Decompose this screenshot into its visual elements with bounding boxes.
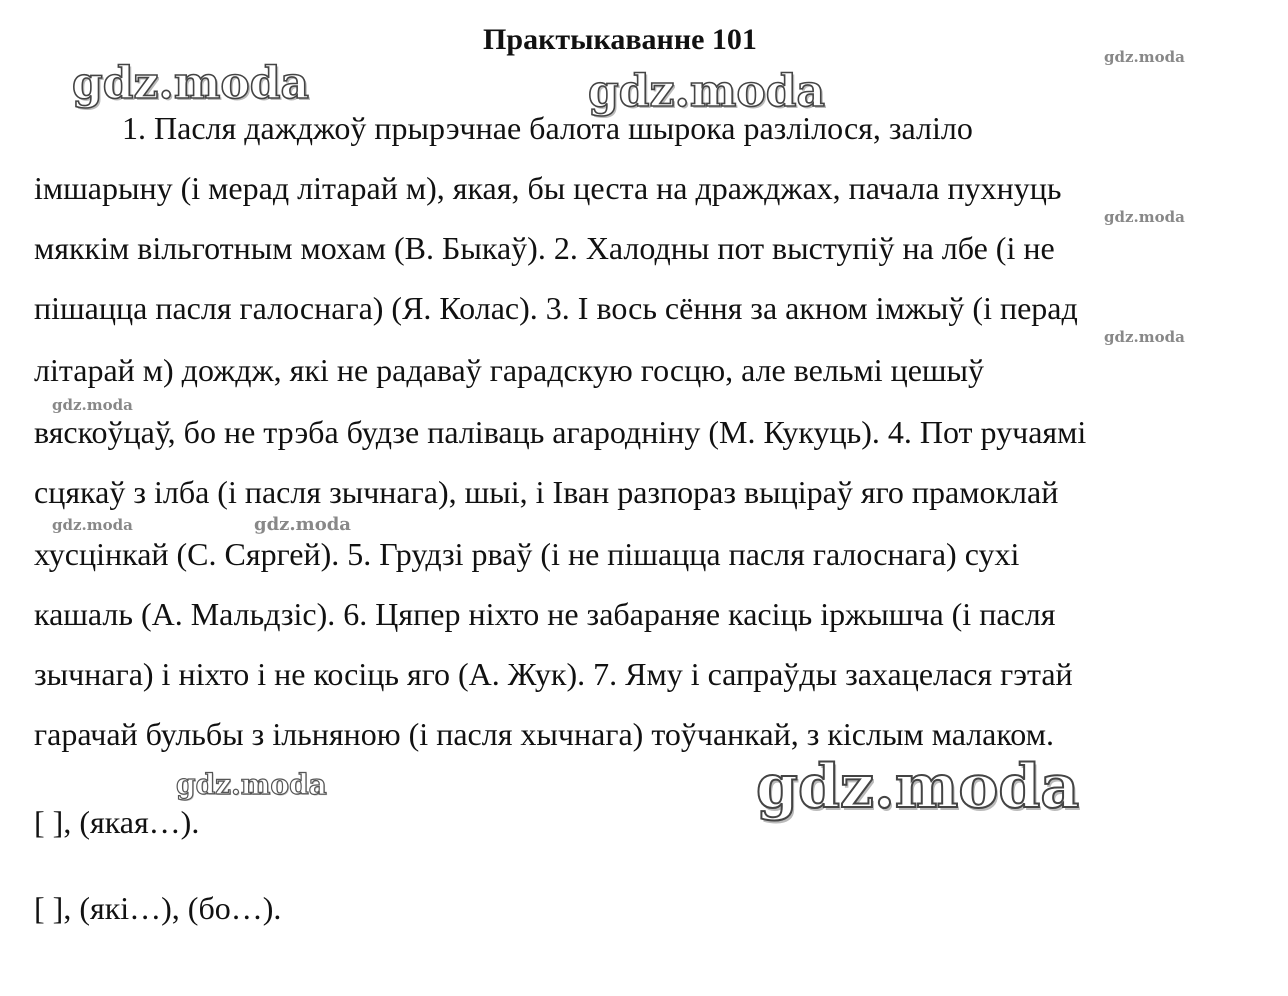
watermark: gdz.moda — [756, 752, 1080, 822]
text-line: кашаль (А. Мальдзіс). 6. Цяпер ніхто не забараняе касіць іржышча (і пасля — [34, 596, 1056, 632]
text-line: зычнага) і ніхто і не косіць яго (А. Жук). 7. Яму і сапраўды захацелася гэтай — [34, 656, 1073, 692]
text-line: літарай м) дождж, які не радаваў гарадскую госцю, але вельмі цешыў — [34, 352, 985, 388]
text-line: сцякаў з ілба (і пасля зычнага), шыі, і Іван разпораз выціраў яго прамоклай — [34, 474, 1059, 510]
text-line: хусцінкай (С. Сяргей). 5. Грудзі рваў (і не пішацца пасля галоснага) сухі — [34, 536, 1020, 572]
text-line: пішацца пасля галоснага) (Я. Колас). 3. І вось сёння за акном імжыў (і перад — [34, 290, 1078, 326]
text-line: імшарыну (і мерад літарай м), якая, бы цеста на дражджах, пачала пухнуць — [34, 170, 1062, 206]
watermark: gdz.moda — [52, 516, 133, 534]
text-line: вяскоўцаў, бо не трэба будзе паліваць агародніну (М. Кукуць). 4. Пот ручаямі — [34, 414, 1087, 450]
watermark: gdz.moda — [588, 66, 826, 117]
page-title: Практыкаванне 101 — [483, 23, 757, 56]
text-line: мяккім вільготным мохам (В. Быкаў). 2. Халодны пот выступіў на лбе (і не — [34, 230, 1055, 266]
watermark: gdz.moda — [72, 58, 310, 109]
watermark: gdz.moda — [52, 396, 133, 414]
text-line: гарачай бульбы з ільняною (і пасля хычнага) тоўчанкай, з кіслым малаком. — [34, 716, 1054, 752]
scheme-line: [ ], (які…), (бо…). — [34, 890, 282, 926]
watermark: gdz.moda — [1104, 328, 1185, 346]
scheme-line: [ ], (якая…). — [34, 804, 200, 840]
text-line: 1. Пасля дажджоў прырэчнае балота шырока разлілося, заліло — [122, 110, 973, 146]
watermark: gdz.moda — [254, 514, 351, 535]
watermark: gdz.moda — [1104, 48, 1185, 66]
watermark: gdz.moda — [1104, 208, 1185, 226]
watermark: gdz.moda — [176, 768, 327, 801]
